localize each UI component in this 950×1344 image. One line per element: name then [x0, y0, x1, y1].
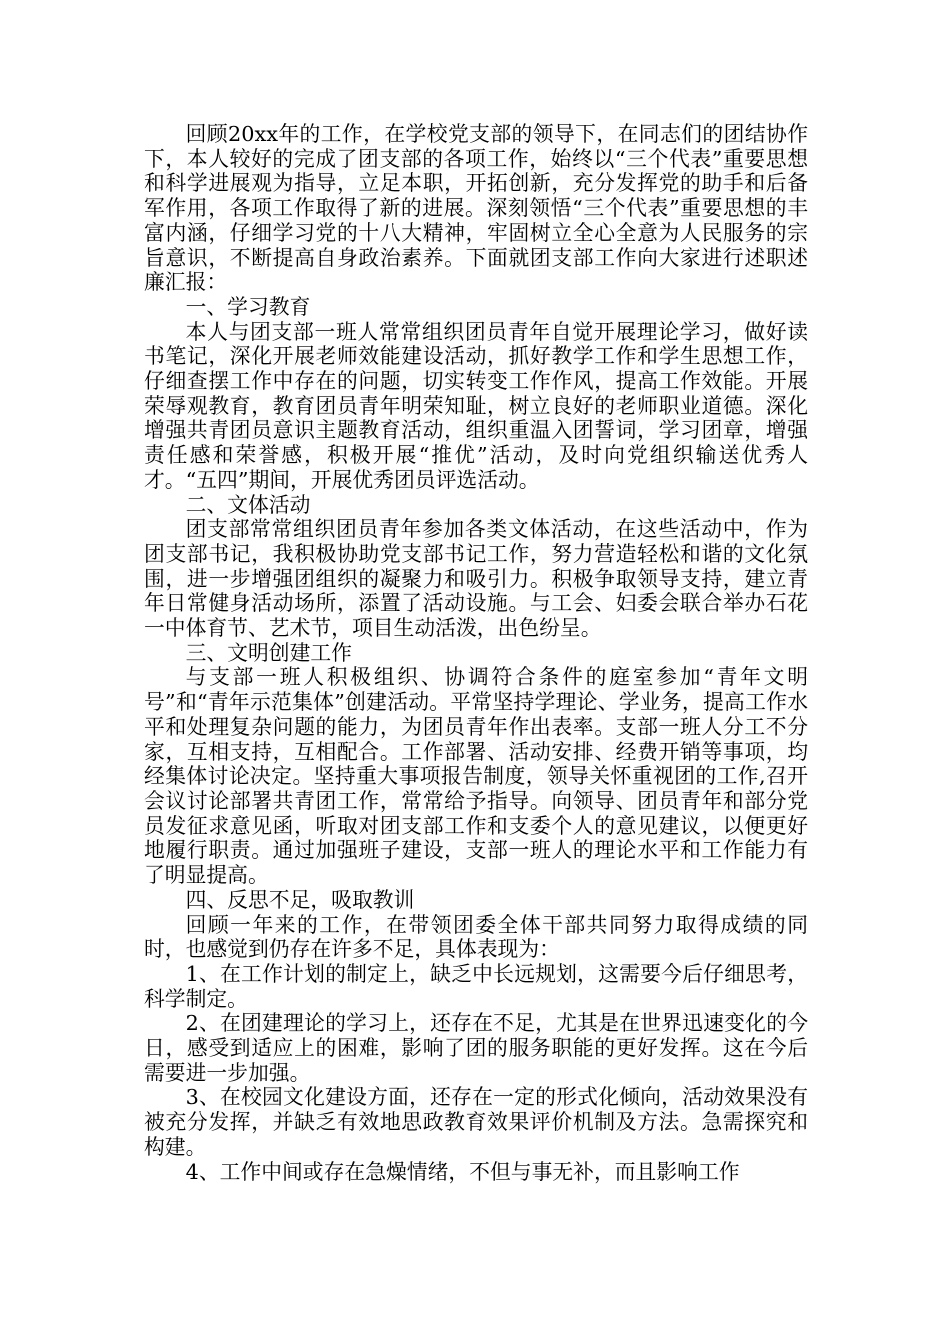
study-paragraph: 本人与团支部一班人常常组织团员青年自觉开展理论学习，做好读书笔记，深化开展老师效能建设活动，抓好教学工作和学生思想工作，仔细查摆工作中存在的问题，切实转变工作作风，提高工作效能。开展荣辱观教育，教育团员青年明荣知耻，树立良好的老师职业道德。深化增强共青团员意识主题教育活动，组织重温入团誓词，学习团章，增强责任感和荣誉感，积极开展“推优”活动，及时向党组织输送优秀人才。“五四”期间，开展优秀团员评选活动。 [144, 319, 808, 492]
sports-paragraph: 团支部常常组织团员青年参加各类文体活动，在这些活动中，作为团支部书记，我积极协助党支部书记工作，努力营造轻松和谐的文化氛围，进一步增强团组织的凝聚力和吸引力。积极争取领导支持，建立青年日常健身活动场所，添置了活动设施。与工会、妇委会联合举办石花一中体育节、艺术节，项目生动活泼，出色纷呈。 [144, 517, 808, 641]
section-heading-sports: 二、文体活动 [185, 492, 311, 517]
shortcoming-item-3: 3、在校园文化建设方面，还存在一定的形式化倾向，活动效果没有被充分发挥，并缺乏有效地思政教育效果评价机制及方法。急需探究和构建。 [144, 1085, 808, 1159]
shortcoming-item-4: 4、工作中间或存在急燥情绪，不但与事无补，而且影响工作 [185, 1159, 740, 1184]
document-page [144, 122, 808, 1184]
civilization-paragraph: 与支部一班人积极组织、协调符合条件的庭室参加“青年文明号”和“青年示范集体”创建活动。平常坚持学理论、学业务，提高工作水平和处理复杂问题的能力，为团员青年作出表率。支部一班人分工不分家，互相支持，互相配合。工作部署、活动安排、经费开销等事项，均经集体讨论决定。坚持重大事项报告制度，领导关怀重视团的工作,召开会议讨论部署共青团工作，常常给予指导。向领导、团员青年和部分党员发征求意见函，听取对团支部工作和支委个人的意见建议，以便更好地履行职责。通过加强班子建设，支部一班人的理论水平和工作能力有了明显提高。 [144, 665, 808, 888]
section-heading-civilization: 三、文明创建工作 [185, 640, 352, 665]
shortcoming-item-1: 1、在工作计划的制定上，缺乏中长远规划，这需要今后仔细思考，科学制定。 [144, 961, 808, 1011]
shortcoming-item-2: 2、在团建理论的学习上，还存在不足，尤其是在世界迅速变化的今日，感受到适应上的困难，影响了团的服务职能的更好发挥。这在今后需要进一步加强。 [144, 1011, 808, 1085]
section-heading-reflection: 四、反思不足，吸取教训 [185, 887, 415, 912]
reflection-paragraph: 回顾一年来的工作，在带领团委全体干部共同努力取得成绩的同时，也感觉到仍存在许多不足，具体表现为： [144, 912, 808, 962]
section-heading-study: 一、学习教育 [185, 294, 311, 319]
intro-paragraph: 回顾20xx年的工作，在学校党支部的领导下，在同志们的团结协作下，本人较好的完成了团支部的各项工作，始终以“三个代表”重要思想和科学进展观为指导，立足本职，开拓创新，充分发挥党的助手和后备军作用，各项工作取得了新的进展。深刻领悟“三个代表”重要思想的丰富内涵，仔细学习党的十八大精神，牢固树立全心全意为人民服务的宗旨意识，不断提高自身政治素养。下面就团支部工作向大家进行述职述廉汇报： [144, 122, 808, 295]
